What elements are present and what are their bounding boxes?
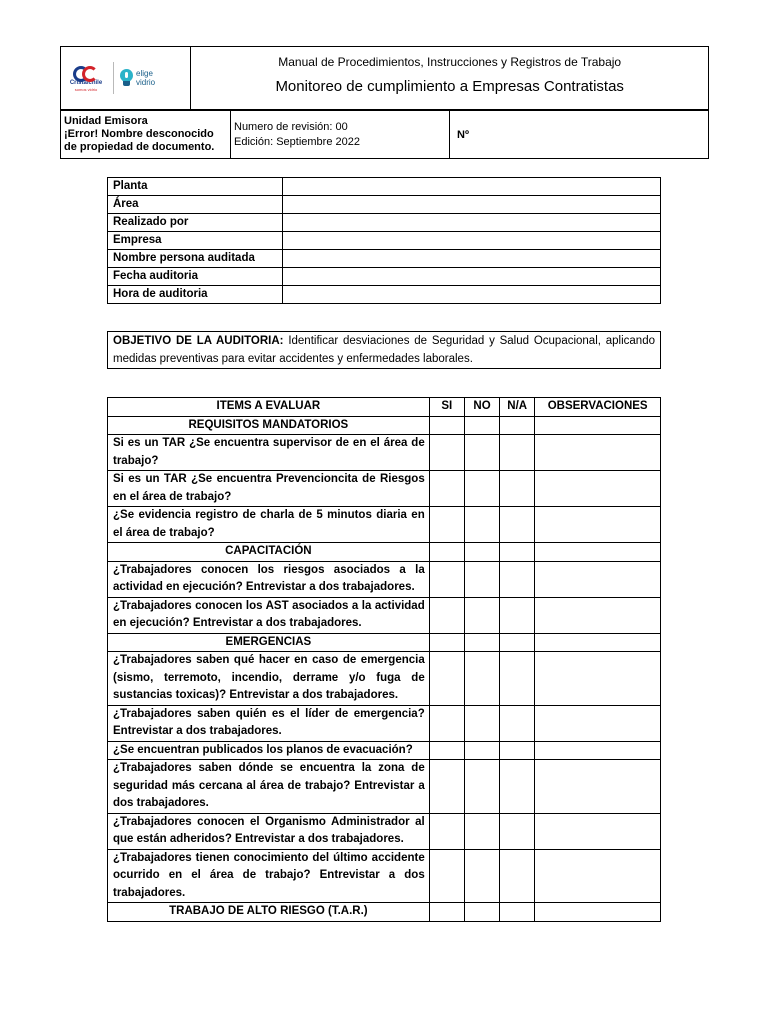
si-cell[interactable] <box>429 416 464 435</box>
section-title: CAPACITACIÓN <box>108 543 430 562</box>
revision-number: Numero de revisión: 00 <box>234 120 348 133</box>
manual-title: Manual de Procedimientos, Instrucciones y Registros de Trabajo <box>278 55 622 69</box>
objective-text: Identificar desviaciones de Seguridad y Salud Ocupacional, aplicando medidas preventivas para evitar accidentes y enfermedades laborales. <box>113 335 655 365</box>
evaluation-items-table <box>107 397 661 922</box>
si-cell[interactable] <box>429 760 464 814</box>
info-label: Empresa <box>108 232 283 250</box>
si-cell[interactable] <box>429 705 464 741</box>
section-row <box>108 903 661 922</box>
no-cell[interactable] <box>464 633 499 652</box>
info-label: Planta <box>108 178 283 196</box>
observaciones-cell[interactable] <box>535 597 661 633</box>
observaciones-cell[interactable] <box>535 543 661 562</box>
info-value-field[interactable] <box>283 286 661 304</box>
section-row <box>108 416 661 435</box>
si-cell[interactable] <box>429 741 464 760</box>
na-cell[interactable] <box>500 652 535 706</box>
na-cell[interactable] <box>500 760 535 814</box>
info-label: Realizado por <box>108 214 283 232</box>
document-title: Monitoreo de cumplimiento a Empresas Contratistas <box>275 78 624 95</box>
info-label: Fecha auditoria <box>108 268 283 286</box>
audit-info-table <box>107 177 661 304</box>
na-cell[interactable] <box>500 813 535 849</box>
elige-logo-line1: elige <box>136 69 153 78</box>
table-row <box>108 813 661 849</box>
table-row <box>108 250 661 268</box>
item-question: ¿Trabajadores conocen los AST asociados a la actividad en ejecución? Entrevistar a dos trabajadores. <box>108 597 430 633</box>
info-value-field[interactable] <box>283 268 661 286</box>
bottle-icon <box>120 69 133 87</box>
item-question: Si es un TAR ¿Se encuentra Prevencioncita de Riesgos en el área de trabajo? <box>108 471 430 507</box>
item-question: ¿Se evidencia registro de charla de 5 minutos diaria en el área de trabajo? <box>108 507 430 543</box>
logo-divider <box>113 62 114 94</box>
unidad-emisora-label: Unidad Emisora <box>64 115 148 127</box>
table-row <box>108 196 661 214</box>
no-cell[interactable] <box>464 597 499 633</box>
observaciones-cell[interactable] <box>535 633 661 652</box>
cristalchile-logo <box>65 65 107 92</box>
no-cell[interactable] <box>464 471 499 507</box>
si-cell[interactable] <box>429 507 464 543</box>
section-title: REQUISITOS MANDATORIOS <box>108 416 430 435</box>
section-row <box>108 543 661 562</box>
no-cell[interactable] <box>464 705 499 741</box>
header-observaciones: OBSERVACIONES <box>535 398 661 417</box>
na-cell[interactable] <box>500 741 535 760</box>
si-cell[interactable] <box>429 813 464 849</box>
na-cell[interactable] <box>500 561 535 597</box>
no-cell[interactable] <box>464 652 499 706</box>
si-cell[interactable] <box>429 561 464 597</box>
edition-date: Edición: Septiembre 2022 <box>234 135 360 148</box>
observaciones-cell[interactable] <box>535 760 661 814</box>
no-cell[interactable] <box>464 561 499 597</box>
no-cell[interactable] <box>464 416 499 435</box>
info-value-field[interactable] <box>283 232 661 250</box>
header-items: ITEMS A EVALUAR <box>108 398 430 417</box>
table-row <box>108 286 661 304</box>
item-question: Si es un TAR ¿Se encuentra supervisor de en el área de trabajo? <box>108 435 430 471</box>
audit-objective <box>107 331 661 369</box>
table-row <box>108 268 661 286</box>
observaciones-cell[interactable] <box>535 507 661 543</box>
observaciones-cell[interactable] <box>535 471 661 507</box>
info-value-field[interactable] <box>283 250 661 268</box>
na-cell[interactable] <box>500 705 535 741</box>
info-value-field[interactable] <box>283 178 661 196</box>
table-row <box>108 652 661 706</box>
na-cell[interactable] <box>500 435 535 471</box>
observaciones-cell[interactable] <box>535 561 661 597</box>
table-row <box>108 435 661 471</box>
logo-cell <box>61 47 191 110</box>
document-header <box>60 46 709 110</box>
no-cell[interactable] <box>464 507 499 543</box>
document-number-label: Nº <box>457 128 469 141</box>
table-row <box>108 597 661 633</box>
na-cell[interactable] <box>500 633 535 652</box>
title-cell <box>191 47 709 110</box>
item-question: ¿Trabajadores conocen el Organismo Administrador al que están adheridos? Entrevistar a dos trabajadores. <box>108 813 430 849</box>
si-cell[interactable] <box>429 652 464 706</box>
si-cell[interactable] <box>429 903 464 922</box>
info-value-field[interactable] <box>283 214 661 232</box>
document-number-cell <box>450 111 709 159</box>
si-cell[interactable] <box>429 435 464 471</box>
cristalchile-logo-text: Cristalchile <box>69 79 103 86</box>
unidad-emisora-cell <box>61 111 231 159</box>
header-na: N/A <box>500 398 535 417</box>
table-row <box>108 178 661 196</box>
info-label: Nombre persona auditada <box>108 250 283 268</box>
table-header-row <box>108 398 661 417</box>
item-question: ¿Trabajadores conocen los riesgos asociados a la actividad en ejecución? Entrevistar a dos trabajadores. <box>108 561 430 597</box>
observaciones-cell[interactable] <box>535 705 661 741</box>
observaciones-cell[interactable] <box>535 813 661 849</box>
na-cell[interactable] <box>500 849 535 903</box>
na-cell[interactable] <box>500 416 535 435</box>
no-cell[interactable] <box>464 543 499 562</box>
cristalchile-mark-icon <box>71 65 101 79</box>
si-cell[interactable] <box>429 633 464 652</box>
table-row <box>108 232 661 250</box>
objective-label: OBJETIVO DE LA AUDITORIA: <box>113 335 284 347</box>
table-row <box>108 741 661 760</box>
item-question: ¿Trabajadores saben qué hacer en caso de emergencia (sismo, terremoto, incendio, derrame y/o fuga de sustancias toxicas)? Entrevistar a dos trabajadores. <box>108 652 430 706</box>
observaciones-cell[interactable] <box>535 416 661 435</box>
observaciones-cell[interactable] <box>535 652 661 706</box>
section-title: EMERGENCIAS <box>108 633 430 652</box>
elige-vidrio-logo <box>120 69 155 87</box>
na-cell[interactable] <box>500 903 535 922</box>
table-row <box>108 561 661 597</box>
na-cell[interactable] <box>500 507 535 543</box>
header-si: SI <box>429 398 464 417</box>
no-cell[interactable] <box>464 903 499 922</box>
observaciones-cell[interactable] <box>535 849 661 903</box>
table-row <box>108 849 661 903</box>
section-row <box>108 633 661 652</box>
cristalchile-logo-subtext: somos vidrio <box>74 86 98 92</box>
revision-cell <box>231 111 450 159</box>
table-row <box>108 507 661 543</box>
no-cell[interactable] <box>464 435 499 471</box>
unidad-emisora-error-line1: ¡Error! Nombre desconocido <box>64 128 214 140</box>
na-cell[interactable] <box>500 597 535 633</box>
no-cell[interactable] <box>464 741 499 760</box>
observaciones-cell[interactable] <box>535 903 661 922</box>
si-cell[interactable] <box>429 597 464 633</box>
table-row <box>108 760 661 814</box>
header-no: NO <box>464 398 499 417</box>
no-cell[interactable] <box>464 849 499 903</box>
si-cell[interactable] <box>429 849 464 903</box>
elige-logo-line2: vidrio <box>136 78 156 87</box>
section-title: TRABAJO DE ALTO RIESGO (T.A.R.) <box>108 903 430 922</box>
item-question: ¿Trabajadores saben quién es el líder de emergencia? Entrevistar a dos trabajadores. <box>108 705 430 741</box>
observaciones-cell[interactable] <box>535 741 661 760</box>
table-row <box>108 705 661 741</box>
info-label: Hora de auditoria <box>108 286 283 304</box>
na-cell[interactable] <box>500 471 535 507</box>
si-cell[interactable] <box>429 543 464 562</box>
table-row <box>108 471 661 507</box>
no-cell[interactable] <box>464 813 499 849</box>
info-label: Área <box>108 196 283 214</box>
observaciones-cell[interactable] <box>535 435 661 471</box>
item-question: ¿Trabajadores tienen conocimiento del último accidente ocurrido en el área de trabajo? Entrevistar a dos trabajadores. <box>108 849 430 903</box>
si-cell[interactable] <box>429 471 464 507</box>
no-cell[interactable] <box>464 760 499 814</box>
document-subheader <box>60 110 709 159</box>
na-cell[interactable] <box>500 543 535 562</box>
item-question: ¿Se encuentran publicados los planos de evacuación? <box>108 741 430 760</box>
table-row <box>108 214 661 232</box>
unidad-emisora-error-line2: de propiedad de documento. <box>64 141 215 153</box>
info-value-field[interactable] <box>283 196 661 214</box>
item-question: ¿Trabajadores saben dónde se encuentra la zona de seguridad más cercana al área de trabajo? Entrevistar a dos trabajadores. <box>108 760 430 814</box>
